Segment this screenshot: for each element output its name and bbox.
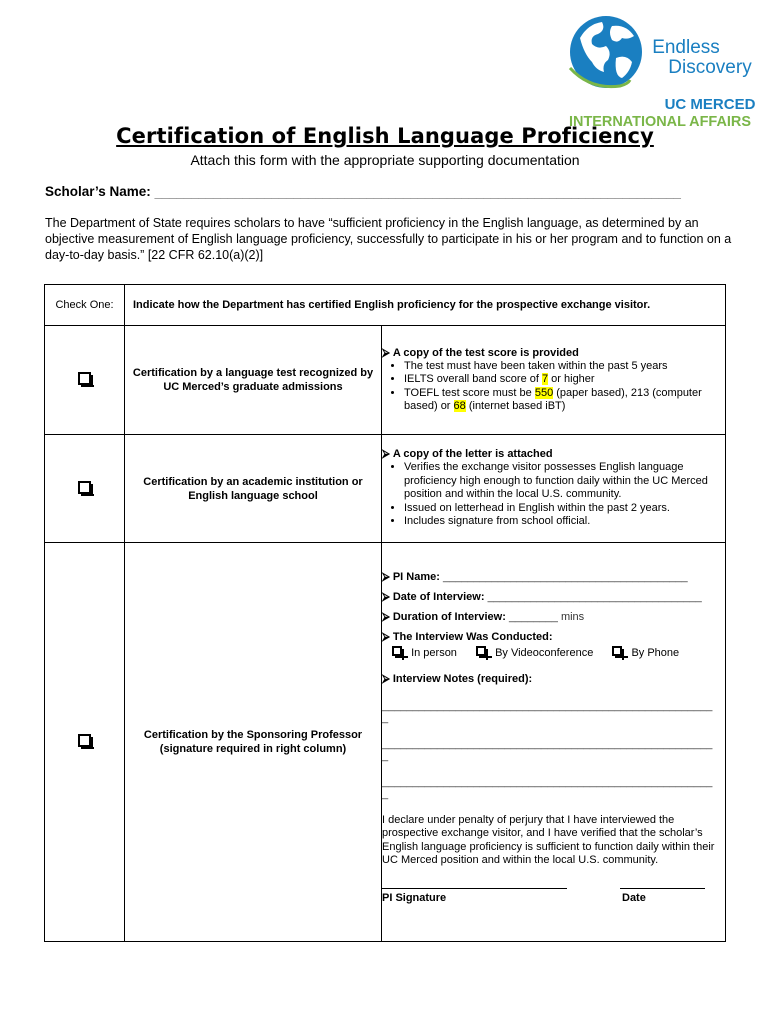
row3-method-line1: Certification by the Sponsoring Professor [143, 729, 363, 741]
page-subtitle: Attach this form with the appropriate supporting documentation [190, 152, 580, 168]
date-signature-line[interactable] [620, 888, 705, 889]
arrow-icon: ⮚ [382, 590, 390, 603]
row3-method [125, 543, 382, 942]
option-in-person[interactable] [392, 647, 457, 659]
signature-block [382, 888, 725, 928]
table-row [45, 326, 726, 435]
row2-check-cell [45, 435, 125, 543]
logo-line3: UC MERCED [664, 96, 756, 113]
table-row [45, 543, 726, 942]
row3-details [382, 543, 726, 942]
row1-method: Certification by a language test recognized by UC Merced’s graduate admissions [125, 326, 382, 435]
date-signature-label: Date [622, 891, 646, 904]
row1-checkbox[interactable] [78, 372, 91, 385]
row2-method: Certification by an academic institution or English language school [125, 435, 382, 543]
header-indicate: Indicate how the Department has certified English proficiency for the prospective exchange visitor. [125, 285, 726, 326]
arrow-icon: ⮚ [382, 346, 390, 359]
phone-checkbox[interactable] [612, 646, 622, 656]
pi-name-label: PI Name: [392, 570, 440, 583]
logo-line4: INTERNATIONAL AFFAIRS [569, 113, 751, 130]
arrow-icon: ⮚ [382, 448, 390, 461]
globe-icon [570, 16, 642, 88]
declaration-text: I declare under penalty of perjury that I have interviewed the prospective exchange visitor, and I have verified that the scholar’s English language proficiency is sufficient to function daily within their UC Merced position and within the local U.S. community. [382, 813, 715, 866]
row1-check-cell [45, 326, 125, 435]
notes-label: Interview Notes (required): [392, 672, 533, 685]
toefl-paper-highlight: 550 [534, 386, 554, 399]
row2-heading: A copy of the letter is attached [392, 448, 553, 461]
list-item: • The test must have been taken within the past 5 years [404, 360, 725, 374]
page-title: Certification of English Language Proficiency [116, 124, 654, 148]
list-item: • IELTS overall band score of 7 or higher [404, 373, 725, 387]
list-item: • Issued on letterhead in English within the past 2 years. [404, 502, 725, 516]
videoconference-label: By Videoconference [495, 646, 594, 659]
list-item: • Includes signature from school official. [404, 515, 725, 529]
list-item: • TOEFL test score must be 550 (paper based), 213 (computer based) or 68 (internet based iBT) [404, 387, 725, 414]
header-check-one: Check One: [45, 285, 125, 326]
row2-details [382, 435, 726, 543]
row1-heading: A copy of the test score is provided [392, 346, 579, 359]
row3-check-cell [45, 543, 125, 942]
arrow-icon: ⮚ [382, 630, 390, 643]
duration-unit: mins [560, 610, 585, 623]
arrow-icon: ⮚ [382, 570, 390, 583]
date-interview-label: Date of Interview: [392, 590, 485, 603]
uc-merced-international-affairs-logo [566, 8, 756, 130]
row2-checkbox[interactable] [78, 481, 91, 494]
pi-name-input[interactable]: ________________________________________ [442, 570, 688, 583]
scholar-name-label: Scholar’s Name: [45, 184, 151, 199]
pi-signature-label: PI Signature [382, 891, 447, 904]
videoconference-checkbox[interactable] [476, 646, 486, 656]
interview-mode-options [392, 646, 725, 659]
duration-input[interactable]: ________ [508, 610, 558, 623]
duration-label: Duration of Interview: [392, 610, 506, 623]
table-header-row [45, 285, 726, 326]
certification-table [44, 284, 726, 942]
in-person-label: In person [411, 646, 457, 659]
ielts-score-highlight: 7 [541, 373, 549, 385]
phone-label: By Phone [631, 646, 680, 659]
notes-line-2[interactable]: ______________________________________________________ _ [382, 737, 713, 762]
list-item: • Verifies the exchange visitor possesses English language proficiency high enough to function daily within the UC Merced position and within the local U.S. community. [404, 461, 725, 502]
arrow-icon: ⮚ [382, 610, 390, 623]
toefl-ibt-highlight: 68 [453, 400, 466, 412]
scholar-name-field[interactable] [45, 184, 681, 199]
conducted-label: The Interview Was Conducted: [392, 630, 553, 643]
intro-paragraph: The Department of State requires scholars to have “sufficient proficiency in the English language, as determined by an objective measurement of English language proficiency, successfully to participate in his or her program and to function on a day-to-day basis.” [22 CFR 62.10(a)(2)] [45, 216, 732, 262]
option-phone[interactable] [612, 647, 679, 659]
row1-details [382, 326, 726, 435]
logo-line1: Endless [652, 37, 720, 58]
date-interview-input[interactable]: ___________________________________ [487, 590, 702, 603]
scholar-name-line[interactable]: ________________________________________________________________________ [154, 184, 681, 199]
in-person-checkbox[interactable] [392, 646, 402, 656]
table-row [45, 435, 726, 543]
row3-checkbox[interactable] [78, 734, 91, 747]
arrow-icon: ⮚ [382, 672, 390, 685]
logo-line2: Discovery [668, 57, 752, 78]
pi-signature-line[interactable] [382, 888, 567, 889]
notes-line-1[interactable]: ______________________________________________________ _ [382, 699, 713, 724]
option-videoconference[interactable] [476, 647, 593, 659]
notes-line-3[interactable]: ______________________________________________________ _ [382, 775, 713, 800]
row3-method-line2: (signature required in right column) [159, 743, 347, 755]
